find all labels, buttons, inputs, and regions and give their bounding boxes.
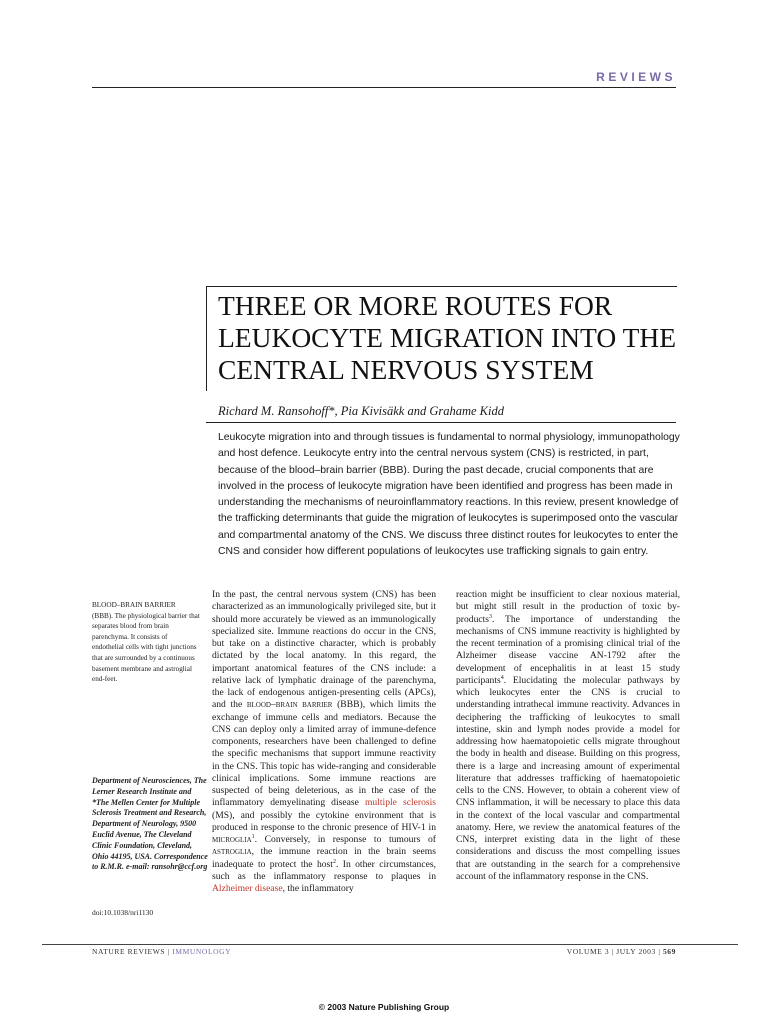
- body-text: (BBB), which limits the exchange of immune cells and mediators. Because the CNS can deploy only a limited array of immune-defence components, researchers have been challenged to define the specific mechanisms that support immune reactivity in the CNS. This topic has wide-ranging and considerable clinical implications. Some immune reactions are suspected of being deleterious, as in the case of the inflammatory demyelinating disease: [212, 699, 436, 809]
- body-paragraph: [212, 589, 436, 895]
- footer-journal: [92, 947, 231, 956]
- header-rule: [92, 87, 676, 88]
- link-multiple-sclerosis[interactable]: multiple sclerosis: [364, 797, 436, 809]
- author-rule: [206, 422, 676, 423]
- body-text: (MS), and possibly the cytokine environment that is produced in response to the chronic presence of HIV-1 in: [212, 809, 436, 833]
- link-alzheimer-disease[interactable]: Alzheimer disease: [212, 883, 283, 894]
- footer-publisher: NATURE REVIEWS: [92, 947, 166, 956]
- glossary-link-astroglia[interactable]: astroglia: [212, 846, 252, 858]
- reference-4[interactable]: 4: [500, 674, 504, 681]
- body-column-right: [456, 589, 680, 883]
- body-text: , the immune reaction in the brain seems inadequate to protect the host: [212, 846, 436, 870]
- article-title: THREE OR MORE ROUTES FOR LEUKOCYTE MIGRATION INTO THE CENTRAL NERVOUS SYSTEM: [218, 290, 677, 385]
- reference-2[interactable]: 2: [332, 858, 336, 865]
- section-label: REVIEWS: [596, 70, 676, 84]
- glossary-term: BLOOD–BRAIN BARRIER: [92, 601, 176, 609]
- reference-3[interactable]: 3: [489, 613, 493, 620]
- body-text: . In other circumstances, such as the inflammatory response to plaques in: [212, 858, 436, 882]
- footer-separator: |: [167, 947, 170, 956]
- footer-journal-name: IMMUNOLOGY: [172, 947, 232, 956]
- glossary-link-microglia[interactable]: microglia: [212, 834, 252, 845]
- body-text: reaction might be insufficient to clear noxious material, but might still result in the production of toxic by-products: [456, 589, 680, 625]
- body-column-left: [212, 589, 436, 895]
- author-list: Richard M. Ransohoff*, Pia Kivisäkk and Grahame Kidd: [218, 404, 504, 418]
- footer-issue: [567, 947, 676, 956]
- affiliation: Department of Neurosciences, The Lerner Research Institute and *The Mellen Center for Multiple Sclerosis Treatment and Research, Department of Neurology, 9500 Euclid Avenue, The Cleveland Clinic Foundation, Cleveland, Ohio 44195, USA. Correspondence to R.M.R. e-mail: ransohr@ccf.org: [92, 776, 208, 872]
- glossary-definition: (BBB). The physiological barrier that separates blood from brain parenchyma. It consists of endothelial cells with tight junctions that are surrounded by a continuous basement membrane and astroglial end-feet.: [92, 611, 200, 684]
- body-text: . The importance of understanding the mechanisms of CNS immune reactivity is highlighted by the recent termination of a promising clinical trial of the Alzheimer disease vaccine AN-1792 after the development of encephalitis in at least 15 study participants: [456, 613, 680, 686]
- footer-rule: [42, 944, 738, 945]
- reference-1[interactable]: 1: [251, 833, 255, 840]
- footer-volume: VOLUME 3 | JULY 2003 |: [566, 947, 661, 956]
- doi: doi:10.1038/nri1130: [92, 908, 154, 917]
- body-text: , the inflammatory: [282, 883, 354, 894]
- body-paragraph: [456, 589, 680, 883]
- copyright: © 2003 Nature Publishing Group: [318, 1002, 450, 1012]
- body-text: In the past, the central nervous system (CNS) has been characterized as an immunologically privileged site, but it should more accurately be viewed as an immunologically specialized site. Immune reactions do occur in the CNS, but take on a distinctive character, which is probably dictated by the local anatomy. In this regard, the important anatomical features of the CNS include: a relative lack of lymphatic drainage of the parenchyma, the lack of endogenous antigen-presenting cells (APCs), and the: [212, 589, 436, 711]
- page-number: 569: [662, 947, 676, 956]
- body-text: . Elucidating the molecular pathways by which leukocytes enter the CNS is crucial to understanding intrathecal immune reactivity. Advances in deciphering the trafficking of leukocytes to small intestine, skin and lymph nodes provide a model for addressing how haematopoietic cells migrate throughout the body in health and disease. Building on this progress, there is a large and increasing amount of experimental literature that addresses trafficking of haematopoietic cells to the CNS. However, to obtain a coherent view of CNS inflammation, it will be necessary to place this data in the context of the local vascular and compartmental anatomy. Here, we review the anatomical features of the CNS, interpret existing data in the light of these considerations and discuss the most compelling issues that are outstanding in the search for a comprehensive account of the inflammatory response in the CNS.: [456, 674, 680, 882]
- body-text: . Conversely, in response to tumours of: [254, 834, 436, 845]
- glossary-note: [92, 600, 200, 685]
- glossary-link-bbb[interactable]: blood–brain barrier: [246, 699, 333, 711]
- abstract: Leukocyte migration into and through tissues is fundamental to normal physiology, immunopathology and host defence. Leukocyte entry into the central nervous system (CNS) is restricted, in part, because of the blood–brain barrier (BBB). During the past decade, crucial components that are involved in the process of leukocyte migration have been identified and progress has been made in understanding the mechanisms of neuroinflammatory reactions. In this review, present knowledge of the trafficking determinants that guide the migration of leukocytes is superimposed onto the vascular and compartmental anatomy of the CNS. We discuss three distinct routes for leukocytes to enter the CNS and consider how different populations of leukocytes use trafficking signals to gain entry.: [218, 432, 680, 558]
